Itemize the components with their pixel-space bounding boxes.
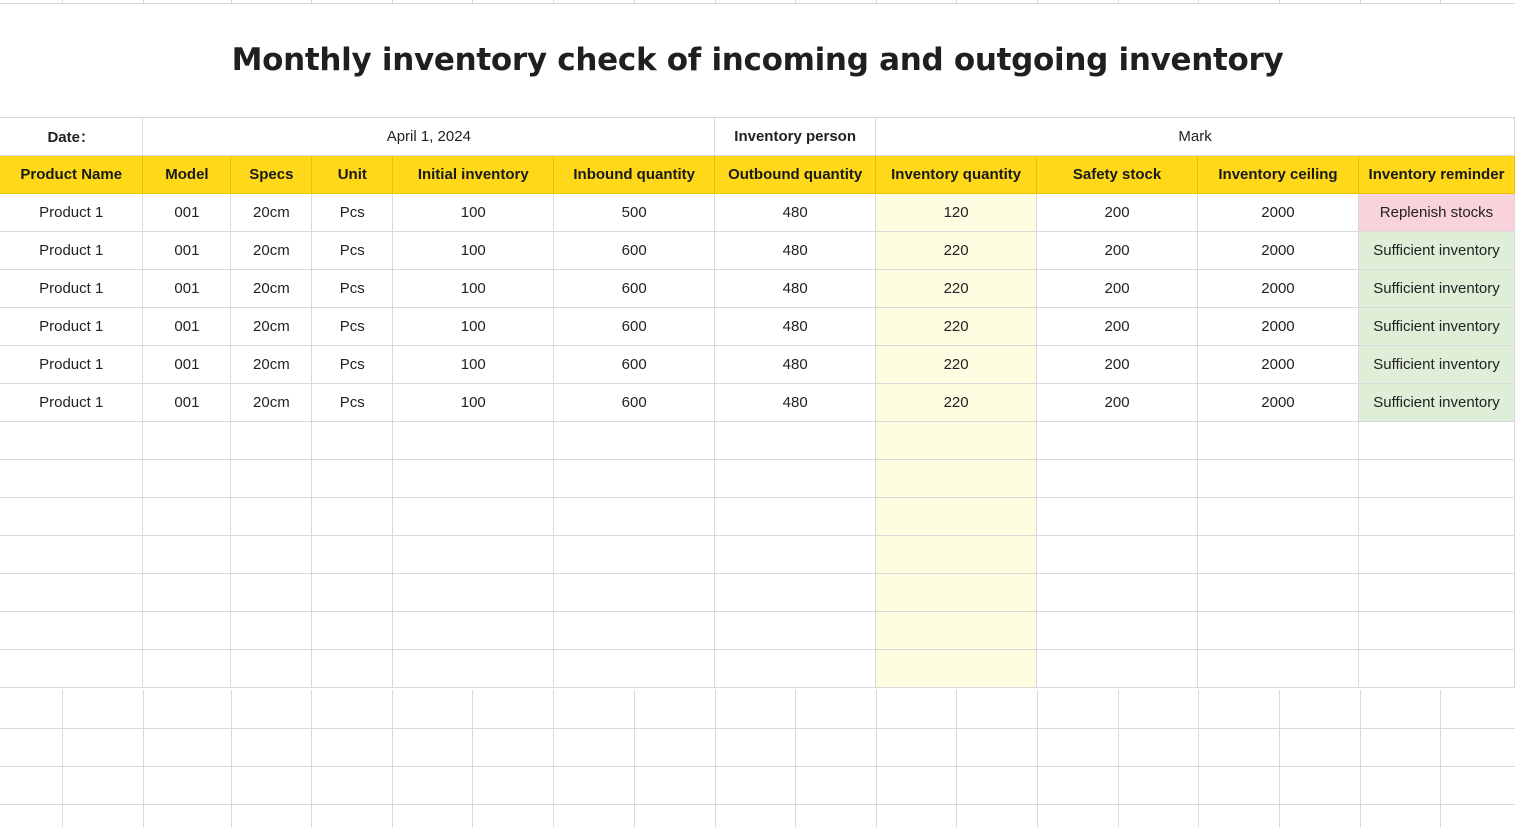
grid-line	[1118, 690, 1119, 827]
cell-unit[interactable]: Pcs	[312, 270, 393, 308]
empty-cell[interactable]	[876, 460, 1037, 498]
cell-initial[interactable]: 100	[393, 384, 554, 422]
grid-line	[62, 690, 63, 827]
table-row	[0, 384, 1515, 422]
grid-line	[0, 728, 1515, 729]
cell-quantity[interactable]: 220	[876, 308, 1037, 346]
empty-cell[interactable]	[312, 498, 393, 536]
cell-reminder[interactable]: Sufficient inventory	[1358, 270, 1514, 308]
grid-line	[553, 690, 554, 827]
empty-row	[0, 422, 1515, 460]
empty-cell[interactable]	[1037, 498, 1198, 536]
empty-cell[interactable]	[554, 422, 715, 460]
empty-cell[interactable]	[876, 536, 1037, 574]
bottom-grid-area	[0, 690, 1515, 827]
cell-outbound[interactable]: 480	[715, 270, 876, 308]
empty-cell[interactable]	[312, 536, 393, 574]
empty-cell[interactable]	[1198, 536, 1359, 574]
empty-cell[interactable]	[1358, 536, 1514, 574]
empty-cell[interactable]	[1198, 574, 1359, 612]
cell-quantity[interactable]: 220	[876, 346, 1037, 384]
empty-cell[interactable]	[0, 536, 143, 574]
column-header[interactable]: Product Name	[0, 156, 143, 194]
cell-specs[interactable]: 20cm	[231, 384, 312, 422]
empty-cell[interactable]	[393, 460, 554, 498]
table-row	[0, 308, 1515, 346]
cell-unit[interactable]: Pcs	[312, 194, 393, 232]
cell-model[interactable]: 001	[143, 346, 231, 384]
cell-safety[interactable]: 200	[1037, 308, 1198, 346]
date-value-cell[interactable]: April 1, 2024	[143, 118, 715, 156]
cell-inbound[interactable]: 500	[554, 194, 715, 232]
cell-outbound[interactable]: 480	[715, 194, 876, 232]
empty-cell[interactable]	[715, 650, 876, 688]
cell-model[interactable]: 001	[143, 308, 231, 346]
empty-cell[interactable]	[312, 460, 393, 498]
empty-cell[interactable]	[312, 574, 393, 612]
empty-cell[interactable]	[715, 536, 876, 574]
grid-line	[1360, 690, 1361, 827]
cell-specs[interactable]: 20cm	[231, 232, 312, 270]
cell-outbound[interactable]: 480	[715, 346, 876, 384]
column-header[interactable]: Outbound quantity	[715, 156, 876, 194]
empty-cell[interactable]	[231, 574, 312, 612]
empty-cell[interactable]	[393, 536, 554, 574]
empty-cell[interactable]	[231, 536, 312, 574]
cell-specs[interactable]: 20cm	[231, 346, 312, 384]
inventory-person-value-cell[interactable]: Mark	[876, 118, 1515, 156]
empty-cell[interactable]	[715, 422, 876, 460]
cell-unit[interactable]: Pcs	[312, 232, 393, 270]
empty-row	[0, 650, 1515, 688]
empty-cell[interactable]	[554, 460, 715, 498]
empty-cell[interactable]	[554, 536, 715, 574]
cell-ceiling[interactable]: 2000	[1198, 270, 1359, 308]
empty-cell[interactable]	[1198, 460, 1359, 498]
cell-ceiling[interactable]: 2000	[1198, 194, 1359, 232]
empty-row	[0, 460, 1515, 498]
empty-cell[interactable]	[312, 422, 393, 460]
cell-safety[interactable]: 200	[1037, 194, 1198, 232]
inventory-person-label[interactable]: Inventory person	[715, 118, 876, 156]
empty-cell[interactable]	[1198, 612, 1359, 650]
empty-cell[interactable]	[876, 612, 1037, 650]
column-header[interactable]: Inventory quantity	[876, 156, 1037, 194]
cell-name[interactable]: Product 1	[0, 346, 143, 384]
cell-ceiling[interactable]: 2000	[1198, 346, 1359, 384]
empty-cell[interactable]	[554, 612, 715, 650]
cell-specs[interactable]: 20cm	[231, 270, 312, 308]
cell-inbound[interactable]: 600	[554, 232, 715, 270]
empty-cell[interactable]	[0, 574, 143, 612]
empty-cell[interactable]	[1358, 498, 1514, 536]
grid-line	[1440, 690, 1441, 827]
cell-ceiling[interactable]: 2000	[1198, 232, 1359, 270]
empty-cell[interactable]	[876, 574, 1037, 612]
cell-safety[interactable]: 200	[1037, 384, 1198, 422]
cell-safety[interactable]: 200	[1037, 232, 1198, 270]
empty-cell[interactable]	[231, 650, 312, 688]
empty-cell[interactable]	[1358, 650, 1514, 688]
empty-cell[interactable]	[0, 460, 143, 498]
cell-inbound[interactable]: 600	[554, 270, 715, 308]
grid-line	[876, 690, 877, 827]
column-header[interactable]: Unit	[312, 156, 393, 194]
cell-reminder[interactable]: Replenish stocks	[1358, 194, 1514, 232]
cell-name[interactable]: Product 1	[0, 194, 143, 232]
empty-cell[interactable]	[1037, 650, 1198, 688]
column-header[interactable]: Initial inventory	[393, 156, 554, 194]
grid-line	[392, 690, 393, 827]
empty-cell[interactable]	[393, 498, 554, 536]
grid-line	[231, 690, 232, 827]
empty-cell[interactable]	[231, 498, 312, 536]
cell-unit[interactable]: Pcs	[312, 346, 393, 384]
cell-initial[interactable]: 100	[393, 232, 554, 270]
cell-inbound[interactable]: 600	[554, 308, 715, 346]
grid-line	[0, 766, 1515, 767]
empty-cell[interactable]	[554, 498, 715, 536]
cell-model[interactable]: 001	[143, 384, 231, 422]
cell-outbound[interactable]: 480	[715, 384, 876, 422]
empty-cell[interactable]	[393, 422, 554, 460]
table-row	[0, 232, 1515, 270]
column-header[interactable]: Inventory ceiling	[1198, 156, 1359, 194]
cell-quantity[interactable]: 220	[876, 270, 1037, 308]
empty-cell[interactable]	[393, 612, 554, 650]
empty-cell[interactable]	[876, 650, 1037, 688]
cell-initial[interactable]: 100	[393, 194, 554, 232]
info-row	[0, 118, 1515, 156]
cell-quantity[interactable]: 120	[876, 194, 1037, 232]
cell-reminder[interactable]: Sufficient inventory	[1358, 384, 1514, 422]
column-header[interactable]: Inbound quantity	[554, 156, 715, 194]
cell-inbound[interactable]: 600	[554, 384, 715, 422]
empty-cell[interactable]	[393, 574, 554, 612]
cell-initial[interactable]: 100	[393, 270, 554, 308]
date-label[interactable]: Date：	[0, 118, 143, 156]
cell-name[interactable]: Product 1	[0, 384, 143, 422]
cell-quantity[interactable]: 220	[876, 232, 1037, 270]
grid-line	[1198, 690, 1199, 827]
empty-cell[interactable]	[1358, 460, 1514, 498]
cell-specs[interactable]: 20cm	[231, 308, 312, 346]
empty-cell[interactable]	[1198, 650, 1359, 688]
empty-cell[interactable]	[554, 574, 715, 612]
column-header[interactable]: Model	[143, 156, 231, 194]
empty-cell[interactable]	[1037, 422, 1198, 460]
cell-model[interactable]: 001	[143, 194, 231, 232]
empty-cell[interactable]	[143, 650, 231, 688]
empty-cell[interactable]	[1358, 612, 1514, 650]
empty-cell[interactable]	[1198, 498, 1359, 536]
empty-cell[interactable]	[1037, 612, 1198, 650]
empty-cell[interactable]	[0, 422, 143, 460]
empty-row	[0, 536, 1515, 574]
cell-reminder[interactable]: Sufficient inventory	[1358, 232, 1514, 270]
grid-line	[143, 690, 144, 827]
column-header[interactable]: Inventory reminder	[1358, 156, 1514, 194]
grid-line	[795, 690, 796, 827]
table-row	[0, 270, 1515, 308]
inventory-table	[0, 117, 1515, 688]
cell-outbound[interactable]: 480	[715, 232, 876, 270]
empty-cell[interactable]	[554, 650, 715, 688]
cell-reminder[interactable]: Sufficient inventory	[1358, 346, 1514, 384]
cell-inbound[interactable]: 600	[554, 346, 715, 384]
empty-cell[interactable]	[1037, 460, 1198, 498]
empty-cell[interactable]	[715, 498, 876, 536]
cell-initial[interactable]: 100	[393, 308, 554, 346]
empty-cell[interactable]	[715, 612, 876, 650]
cell-ceiling[interactable]: 2000	[1198, 308, 1359, 346]
empty-row	[0, 498, 1515, 536]
cell-model[interactable]: 001	[143, 270, 231, 308]
grid-line	[634, 690, 635, 827]
empty-cell[interactable]	[876, 498, 1037, 536]
empty-cell[interactable]	[0, 612, 143, 650]
grid-line	[956, 690, 957, 827]
cell-safety[interactable]: 200	[1037, 346, 1198, 384]
grid-line	[1037, 690, 1038, 827]
empty-cell[interactable]	[0, 498, 143, 536]
empty-row	[0, 574, 1515, 612]
cell-safety[interactable]: 200	[1037, 270, 1198, 308]
column-header-row	[0, 156, 1515, 194]
cell-outbound[interactable]: 480	[715, 308, 876, 346]
table-row	[0, 346, 1515, 384]
grid-line	[0, 804, 1515, 805]
empty-cell[interactable]	[715, 460, 876, 498]
cell-reminder[interactable]: Sufficient inventory	[1358, 308, 1514, 346]
empty-cell[interactable]	[143, 498, 231, 536]
empty-cell[interactable]	[1358, 574, 1514, 612]
empty-cell[interactable]	[231, 422, 312, 460]
cell-initial[interactable]: 100	[393, 346, 554, 384]
grid-line	[715, 690, 716, 827]
cell-unit[interactable]: Pcs	[312, 384, 393, 422]
grid-line	[1279, 690, 1280, 827]
cell-unit[interactable]: Pcs	[312, 308, 393, 346]
sheet-title[interactable]: Monthly inventory check of incoming and outgoing inventory	[231, 41, 1284, 78]
cell-quantity[interactable]: 220	[876, 384, 1037, 422]
empty-cell[interactable]	[312, 612, 393, 650]
empty-cell[interactable]	[0, 650, 143, 688]
cell-name[interactable]: Product 1	[0, 308, 143, 346]
empty-cell[interactable]	[1037, 574, 1198, 612]
cell-ceiling[interactable]: 2000	[1198, 384, 1359, 422]
empty-cell[interactable]	[1037, 536, 1198, 574]
empty-cell[interactable]	[143, 536, 231, 574]
table-row	[0, 194, 1515, 232]
cell-name[interactable]: Product 1	[0, 270, 143, 308]
empty-cell[interactable]	[143, 612, 231, 650]
empty-cell[interactable]	[143, 574, 231, 612]
empty-cell[interactable]	[876, 422, 1037, 460]
cell-specs[interactable]: 20cm	[231, 194, 312, 232]
column-header[interactable]: Safety stock	[1037, 156, 1198, 194]
grid-line	[311, 690, 312, 827]
empty-row	[0, 612, 1515, 650]
cell-model[interactable]: 001	[143, 232, 231, 270]
empty-cell[interactable]	[231, 460, 312, 498]
empty-cell[interactable]	[312, 650, 393, 688]
grid-line	[472, 690, 473, 827]
empty-cell[interactable]	[1198, 422, 1359, 460]
cell-name[interactable]: Product 1	[0, 232, 143, 270]
empty-cell[interactable]	[393, 650, 554, 688]
empty-cell[interactable]	[1358, 422, 1514, 460]
empty-cell[interactable]	[231, 612, 312, 650]
empty-cell[interactable]	[143, 422, 231, 460]
empty-cell[interactable]	[143, 460, 231, 498]
empty-cell[interactable]	[715, 574, 876, 612]
column-header[interactable]: Specs	[231, 156, 312, 194]
